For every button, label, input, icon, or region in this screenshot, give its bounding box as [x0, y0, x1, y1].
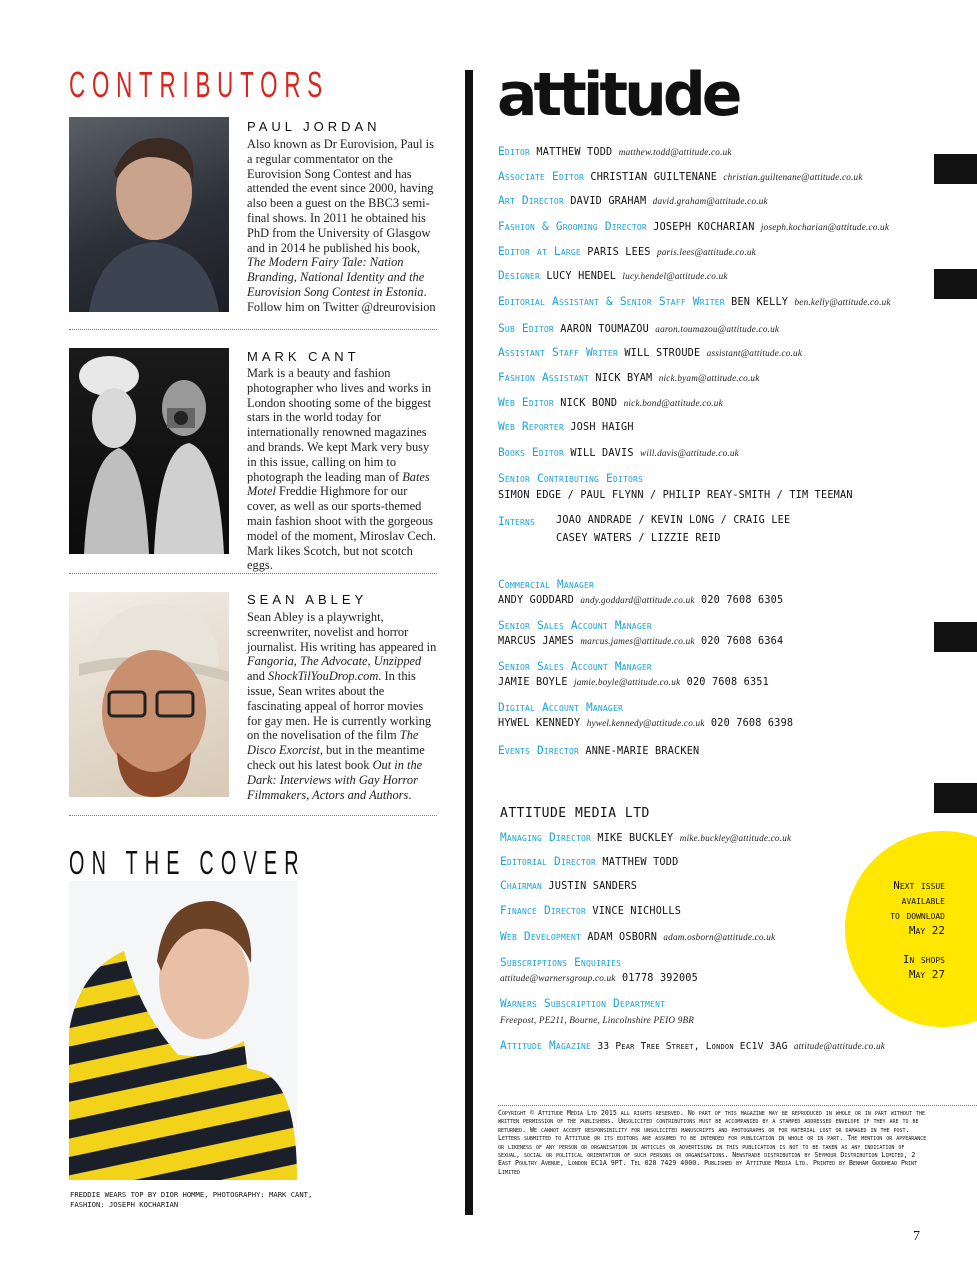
contributor-bio: Also known as Dr Eurovision, Paul is a regular commentator on the Eurovision Song Contest and has attended the event since 2000, having also been a guest on the BBC3 semi-final shows. In 2011 he obtained his PhD from the University of Glasgow and in 2014 he published his book, The Modern Fairy Tale: Nation Branding, National Identity and the Eurovision Song Contest in Estonia. Follow him on Twitter @dreurovision: [247, 137, 436, 314]
company-row: Finance Director VINCE NICHOLLS: [500, 904, 682, 917]
page-number: 7: [913, 1229, 920, 1244]
contributor-name: MARK CANT: [247, 349, 360, 364]
contributor-name: PAUL JORDAN: [247, 119, 381, 134]
senior-contributing-role: Senior Contributing Editors: [498, 472, 644, 485]
next-issue-text: Next issue available to download May 22 In shops May 27: [890, 879, 945, 981]
senior-contributing-names: SIMON EDGE / PAUL FLYNN / PHILIP REAY-SMITH / TIM TEEMAN: [498, 490, 853, 501]
company-row: Editorial Director MATTHEW TODD: [500, 855, 679, 868]
edge-tab: [934, 154, 977, 184]
edge-tab: [934, 269, 977, 299]
masthead-row: Editor at Large PARIS LEES paris.lees@attitude.co.uk: [498, 245, 756, 258]
masthead-row: Editor MATTHEW TODD matthew.todd@attitude.co.uk: [498, 145, 732, 158]
sales-row: ANDY GODDARD andy.goddard@attitude.co.uk 020 7608 6305: [498, 595, 784, 606]
mark-cant-photo: [69, 348, 229, 554]
divider: [69, 815, 437, 816]
masthead-row: Fashion Assistant NICK BYAM nick.byam@attitude.co.uk: [498, 371, 760, 384]
masthead-row: Assistant Staff Writer WILL STROUDE assistant@attitude.co.uk: [498, 346, 803, 359]
masthead-row: Designer LUCY HENDEL lucy.hendel@attitude.co.uk: [498, 269, 728, 282]
warners-role: Warners Subscription Department: [500, 997, 666, 1010]
sales-row: MARCUS JAMES marcus.james@attitude.co.uk 020 7608 6364: [498, 636, 784, 647]
interns-role: Interns: [498, 515, 536, 528]
divider: [69, 573, 437, 574]
paul-jordan-photo: [69, 117, 229, 312]
magazine-row: Attitude Magazine 33 Pear Tree Street, London EC1V 3AG attitude@attitude.co.uk: [500, 1039, 886, 1052]
edge-tab: [934, 622, 977, 652]
legal-text: Copyright © Attitude Media Ltd 2015 all rights reserved. No part of this magazine may be reproduced in whole or in part without the written permission of the publishers. Unsolicited contributions must be accompanied by a stamped addressed envelope if they are to be returned. We cannot accept responsibility for unsolicited manuscripts and photographs or for material lost or damaged in the post. Letters submitted to Attitude or its editors are assumed to be intended for publication in whole or in part. The mention or appearance or likeness of any person or organisation in articles or advertising in this publication is not to be taken as any indication of sexual, social or political orientation of such persons or organisations. Newstrade distribution by Seymour Distribution Limited, 2 East Poultry Avenue, London EC1A 9PT. Tel 020 7429 4000. Published by Attitude Media Ltd. Printed by Benham Goodhead Print Limited: [498, 1109, 927, 1176]
masthead-row: Editorial Assistant & Senior Staff Writer BEN KELLY ben.kelly@attitude.co.uk: [498, 295, 891, 308]
subscriptions-row: attitude@warnersgroup.co.uk 01778 392005: [500, 973, 698, 984]
masthead-row: Books Editor WILL DAVIS will.davis@attitude.co.uk: [498, 446, 739, 459]
cover-photo: [69, 881, 297, 1180]
sales-role: Digital Account Manager: [498, 701, 623, 714]
masthead-row: Art Director DAVID GRAHAM david.graham@attitude.co.uk: [498, 194, 768, 207]
sean-abley-photo: [69, 592, 229, 797]
interns-line: CASEY WATERS / LIZZIE REID: [556, 533, 721, 544]
masthead-row: Web Editor NICK BOND nick.bond@attitude.co.uk: [498, 396, 723, 409]
masthead-row: Associate Editor CHRISTIAN GUILTENANE christian.guiltenane@attitude.co.uk: [498, 170, 863, 183]
sales-role: Commercial Manager: [498, 578, 595, 591]
company-row: Managing Director MIKE BUCKLEY mike.buckley@attitude.co.uk: [500, 831, 792, 844]
company-row: Chairman JUSTIN SANDERS: [500, 879, 638, 892]
edge-tab: [934, 783, 977, 813]
divider: [69, 329, 437, 330]
masthead-row: Sub Editor AARON TOUMAZOU aaron.toumazou@attitude.co.uk: [498, 322, 780, 335]
contributors-heading: CONTRIBUTORS: [69, 64, 330, 105]
contributor-bio: Sean Abley is a playwright, screenwriter, novelist and horror journalist. His writing has appeared in Fangoria, The Advocate, Unzipped and ShockTilYouDrop.com. In this issue, Sean writes about the fascinating appeal of horror movies for gay men. He is currently working on the novelisation of the film The Disco Exorcist, but in the meantime check out his latest book Out in the Dark: Interviews with Gay Horror Filmmakers, Actors and Authors.: [247, 610, 437, 802]
events-row: Events Director ANNE-MARIE BRACKEN: [498, 744, 700, 757]
contributor-name: SEAN ABLEY: [247, 592, 368, 607]
attitude-logo: attitude: [497, 60, 739, 130]
subscriptions-role: Subscriptions Enquiries: [500, 956, 622, 969]
masthead-row: Web Reporter JOSH HAIGH: [498, 420, 634, 433]
sales-role: Senior Sales Account Manager: [498, 619, 652, 632]
masthead-row: Fashion & Grooming Director JOSEPH KOCHARIAN joseph.kocharian@attitude.co.uk: [498, 220, 890, 233]
divider: [498, 1105, 977, 1106]
cover-heading: ON THE COVER: [69, 844, 306, 881]
company-heading: ATTITUDE MEDIA LTD: [500, 806, 650, 821]
company-row: Web Development ADAM OSBORN adam.osborn@attitude.co.uk: [500, 930, 776, 943]
column-rule: [465, 70, 473, 1215]
contributor-bio: Mark is a beauty and fashion photographer who lives and works in London shooting some of the biggest stars in the world today for internationally renowned magazines and brands. We kept Mark very busy in this issue, calling on him to photograph the leading man of Bates Motel Freddie Highmore for our cover, as well as our sports-themed main fashion shoot with the gorgeous model of the moment, Miroslav Cech. Mark likes Scotch, but not scotch eggs.: [247, 366, 436, 573]
sales-row: HYWEL KENNEDY hywel.kennedy@attitude.co.uk 020 7608 6398: [498, 718, 794, 729]
cover-caption: FREDDIE WEARS TOP BY DIOR HOMME, PHOTOGRAPHY: MARK CANT, FASHION: JOSEPH KOCHARIAN: [70, 1190, 313, 1209]
sales-row: JAMIE BOYLE jamie.boyle@attitude.co.uk 020 7608 6351: [498, 677, 769, 688]
sales-role: Senior Sales Account Manager: [498, 660, 652, 673]
warners-address: Freepost, PE211, Bourne, Lincolnshire PEIO 9BR: [500, 1015, 695, 1025]
interns-line: JOAO ANDRADE / KEVIN LONG / CRAIG LEE: [556, 515, 791, 526]
